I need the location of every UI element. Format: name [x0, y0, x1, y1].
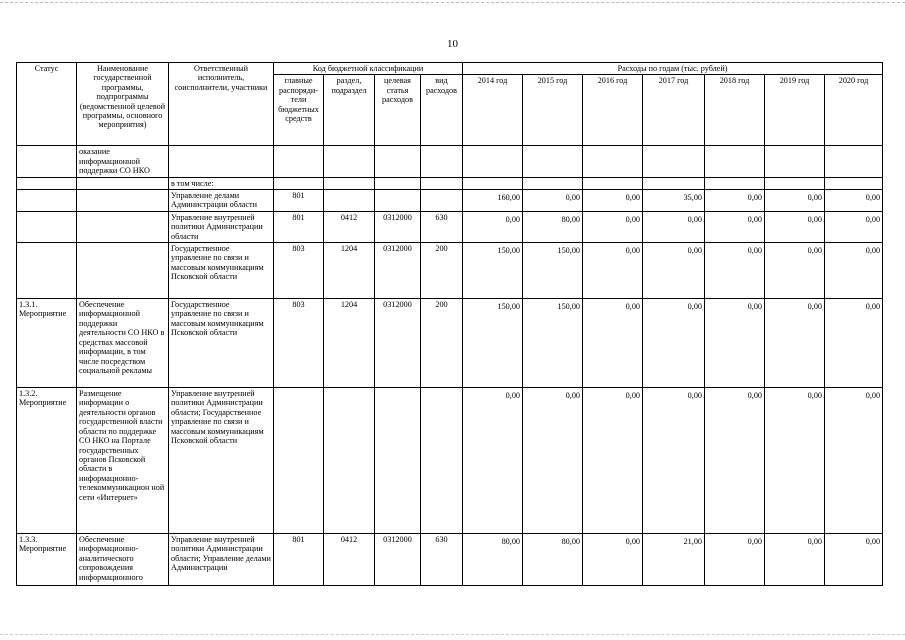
row-status [17, 190, 77, 212]
table-row [17, 190, 883, 212]
row-code-type: 630 [421, 534, 463, 586]
row-value-2018: 0,00 [705, 299, 765, 388]
row-code-section: 0412 [324, 534, 375, 586]
row-value-2017 [643, 177, 705, 189]
budget-table [16, 62, 883, 586]
row-value-2016: 0,00 [583, 243, 643, 299]
row-name: Размещение информации о деятельности органов государственной власти области по поддержке СО НКО на Портале государственных органов Псковской области в информационно-телекоммуникацион ной сети «Интернет» [77, 388, 169, 534]
row-value-2016: 0,00 [583, 211, 643, 242]
row-status [17, 243, 77, 299]
row-value-2015 [523, 146, 583, 177]
row-code-target [375, 190, 421, 212]
row-responsible [169, 146, 274, 177]
row-status [17, 146, 77, 177]
row-value-2015: 150,00 [523, 243, 583, 299]
row-code-target [375, 146, 421, 177]
row-value-2018: 0,00 [705, 190, 765, 212]
row-status: 1.3.3. Мероприятие [17, 534, 77, 586]
row-name: Обеспечение информационной поддержки деятельности СО НКО в средствах массовой информации, в том числе посредством социальной рекламы [77, 299, 169, 388]
row-value-2016 [583, 177, 643, 189]
row-code-type: 200 [421, 243, 463, 299]
header-expenses: Расходы по годам (тыс. рублей) [463, 63, 883, 75]
row-value-2018 [705, 177, 765, 189]
row-code-section [324, 177, 375, 189]
row-value-2018: 0,00 [705, 243, 765, 299]
row-value-2014 [463, 177, 523, 189]
row-value-2014: 160,00 [463, 190, 523, 212]
row-value-2017: 0,00 [643, 211, 705, 242]
row-code-gr: 801 [274, 211, 324, 242]
row-code-target: 0312000 [375, 534, 421, 586]
row-value-2020: 0,00 [825, 388, 883, 534]
row-value-2014: 0,00 [463, 388, 523, 534]
row-value-2017: 21,00 [643, 534, 705, 586]
row-responsible: Государственное управление по связи и массовым коммуникациям Псковской области [169, 243, 274, 299]
table-row [17, 211, 883, 242]
row-value-2020 [825, 146, 883, 177]
row-name [77, 177, 169, 189]
row-code-type [421, 177, 463, 189]
row-value-2014: 150,00 [463, 243, 523, 299]
row-responsible: Управление внутренней политики Администрации области; Государственное управление по связи и массовым коммуникациям Псковской области [169, 388, 274, 534]
row-value-2016 [583, 146, 643, 177]
row-value-2015: 0,00 [523, 190, 583, 212]
row-code-gr: 801 [274, 534, 324, 586]
row-status [17, 177, 77, 189]
row-value-2015: 150,00 [523, 299, 583, 388]
header-code-section: раздел, подраздел [324, 75, 375, 146]
scan-edge-bottom [0, 634, 905, 635]
row-name: оказание информационной поддержки СО НКО [77, 146, 169, 177]
row-value-2018: 0,00 [705, 388, 765, 534]
header-status: Статус [17, 63, 77, 146]
row-value-2018 [705, 146, 765, 177]
row-status [17, 211, 77, 242]
table-row [17, 388, 883, 534]
row-value-2014: 0,00 [463, 211, 523, 242]
row-code-section: 1204 [324, 299, 375, 388]
row-value-2017: 35,00 [643, 190, 705, 212]
row-code-section [324, 388, 375, 534]
row-code-target [375, 388, 421, 534]
header-budget-code: Код бюджетной классификации [274, 63, 463, 75]
row-value-2016: 0,00 [583, 190, 643, 212]
row-value-2019: 0,00 [765, 211, 825, 242]
row-value-2017: 0,00 [643, 388, 705, 534]
row-status: 1.3.1. Мероприятие [17, 299, 77, 388]
row-value-2020: 0,00 [825, 243, 883, 299]
row-value-2015: 0,00 [523, 388, 583, 534]
row-code-type: 630 [421, 211, 463, 242]
row-value-2014: 80,00 [463, 534, 523, 586]
row-name [77, 190, 169, 212]
row-value-2014: 150,00 [463, 299, 523, 388]
row-code-type [421, 190, 463, 212]
header-year-2016: 2016 год [583, 75, 643, 146]
row-code-type [421, 388, 463, 534]
row-value-2019: 0,00 [765, 299, 825, 388]
row-code-section [324, 146, 375, 177]
header-responsible: Ответственный исполнитель, соисполнители, участники [169, 63, 274, 146]
row-name: Обеспечение информационно-аналитического сопровождения информационного [77, 534, 169, 586]
row-value-2019 [765, 177, 825, 189]
row-code-target [375, 177, 421, 189]
row-code-type [421, 146, 463, 177]
header-year-2020: 2020 год [825, 75, 883, 146]
row-value-2015: 80,00 [523, 211, 583, 242]
row-responsible: Управление внутренней политики Администрации области [169, 211, 274, 242]
row-status: 1.3.2. Мероприятие [17, 388, 77, 534]
header-code-type: вид расходов [421, 75, 463, 146]
row-value-2016: 0,00 [583, 534, 643, 586]
header-year-2015: 2015 год [523, 75, 583, 146]
row-value-2019: 0,00 [765, 243, 825, 299]
row-name [77, 243, 169, 299]
header-name: Наименование государственной программы, подпрограммы (ведомственной целевой программы, основного мероприятия) [77, 63, 169, 146]
row-value-2014 [463, 146, 523, 177]
row-value-2020: 0,00 [825, 299, 883, 388]
row-value-2016: 0,00 [583, 388, 643, 534]
row-code-gr [274, 146, 324, 177]
row-code-target: 0312000 [375, 243, 421, 299]
row-value-2019: 0,00 [765, 388, 825, 534]
header-year-2018: 2018 год [705, 75, 765, 146]
row-value-2016: 0,00 [583, 299, 643, 388]
row-value-2019 [765, 146, 825, 177]
row-code-gr: 801 [274, 190, 324, 212]
row-code-section: 1204 [324, 243, 375, 299]
row-responsible: Государственное управление по связи и массовым коммуникациям Псковской области [169, 299, 274, 388]
row-value-2015: 80,00 [523, 534, 583, 586]
row-value-2018: 0,00 [705, 211, 765, 242]
table-row [17, 243, 883, 299]
header-code-gr: главные распоряди-тели бюджетных средств [274, 75, 324, 146]
row-value-2019: 0,00 [765, 190, 825, 212]
row-value-2018: 0,00 [705, 534, 765, 586]
row-responsible: в том числе: [169, 177, 274, 189]
row-responsible: Управление делами Администрации области [169, 190, 274, 212]
row-code-gr [274, 177, 324, 189]
table-row [17, 534, 883, 586]
header-year-2014: 2014 год [463, 75, 523, 146]
row-code-target: 0312000 [375, 211, 421, 242]
row-code-target: 0312000 [375, 299, 421, 388]
row-value-2017 [643, 146, 705, 177]
header-code-target: целевая статья расходов [375, 75, 421, 146]
table-row [17, 146, 883, 177]
table-row [17, 177, 883, 189]
row-value-2019: 0,00 [765, 534, 825, 586]
row-code-section [324, 190, 375, 212]
row-code-type: 200 [421, 299, 463, 388]
row-code-gr: 803 [274, 243, 324, 299]
row-code-section: 0412 [324, 211, 375, 242]
row-code-gr: 803 [274, 299, 324, 388]
page-number: 10 [447, 38, 458, 50]
row-value-2020 [825, 177, 883, 189]
header-year-2019: 2019 год [765, 75, 825, 146]
row-value-2017: 0,00 [643, 299, 705, 388]
row-name [77, 211, 169, 242]
table-row [17, 299, 883, 388]
header-year-2017: 2017 год [643, 75, 705, 146]
row-value-2015 [523, 177, 583, 189]
row-value-2020: 0,00 [825, 211, 883, 242]
row-value-2017: 0,00 [643, 243, 705, 299]
row-value-2020: 0,00 [825, 190, 883, 212]
row-code-gr [274, 388, 324, 534]
row-responsible: Управление внутренней политики Администрации области; Управление делами Администрации [169, 534, 274, 586]
row-value-2020: 0,00 [825, 534, 883, 586]
scan-edge-top [0, 2, 905, 3]
